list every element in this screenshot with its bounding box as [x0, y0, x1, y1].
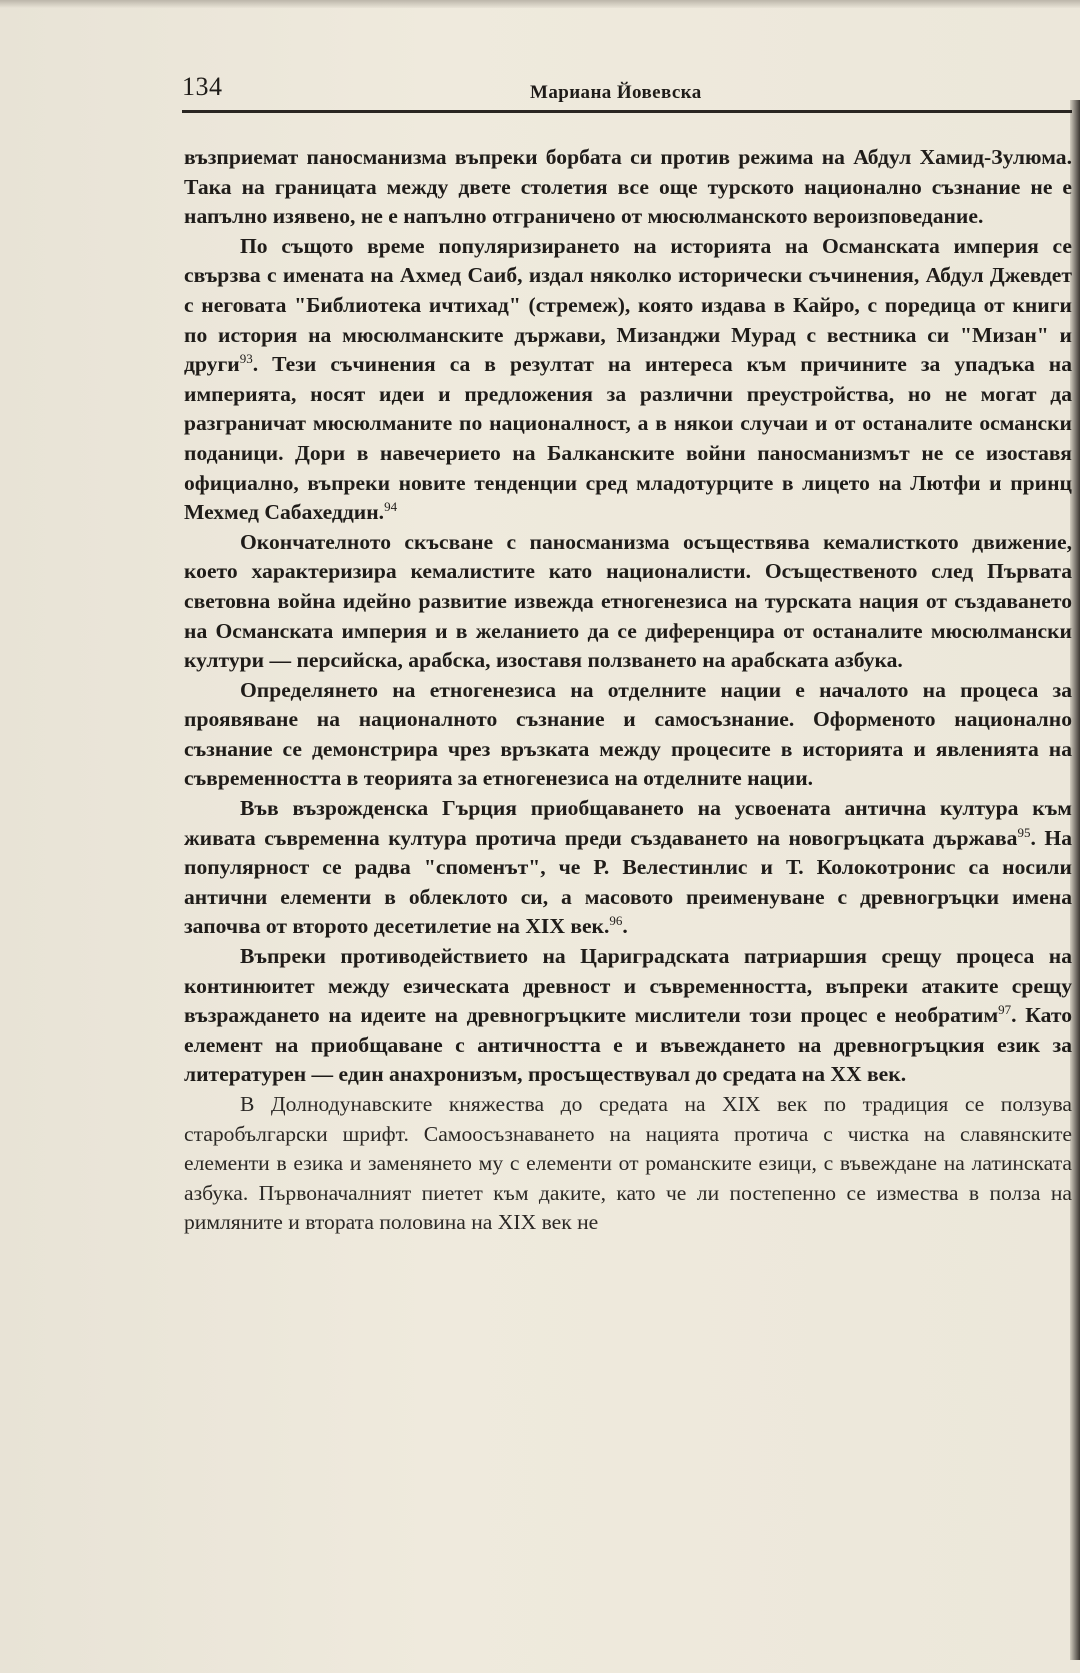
paragraph — [184, 676, 1072, 794]
paragraph — [184, 232, 1072, 528]
footnote-marker: 93 — [239, 350, 253, 366]
paragraph-text: По същото време популяризирането на историята на Османската империя се свързва с имената на Ахмед Саиб, издал няколко исторически съчинения, Абдул Джевдет с неговата "Библиотека ичтихад" (стремеж), която издава в Кайро, с поредица от книги по история на мюсюлманските държави, Мизанджи Мурад с вестника си "Мизан" и други — [184, 233, 1072, 377]
paragraph-text: Въпреки противодействието на Цариградската патриаршия срещу процеса на континюитет между езическата древност и съвременността, въпреки атаките срещу възраждането на идеите на древногръцките мислители този процес е необратим — [184, 944, 1072, 1028]
paragraph-text: Окончателното скъсване с паносманизма осъществява кемалисткото движение, което характеризира кемалистите като националисти. Осъщественото след Първата световна война идейно развитие извежда етногенезиса на турската нация от създаването на Османската империя и в желанието да се диференцира от останалите мюсюлмански култури — персийска, арабска, изоставя ползването на арабската азбука. — [184, 529, 1072, 673]
body-text — [184, 143, 1072, 1238]
paragraph-text: В Долнодунавските княжества до средата на XIX век по традиция се ползува старобългарски шрифт. Самоосъзнаването на нацията протича с чистка на славянските елементи в езика и заменянето му с елементи от романските езици, с въвеждане на латинската азбука. Първоначалният пиетет към даките, като че ли постепенно се измества в полза на римляните и втората половина на XIX век не — [184, 1092, 1072, 1235]
paragraph-text: възприемат паносманизма въпреки борбата си против режима на Абдул Хамид-Зулюма. Така на границата между двете столетия все още турското национално съзнание не е напълно изявено, не е напълно отграничено от мюсюлманското вероизповедание. — [184, 145, 1072, 229]
paragraph — [184, 942, 1072, 1090]
header-rule — [182, 110, 1072, 113]
footnote-marker: 96 — [609, 913, 623, 929]
paragraph — [184, 794, 1072, 942]
paragraph-text: . — [622, 914, 628, 939]
paragraph — [184, 528, 1072, 676]
running-header — [182, 68, 1072, 112]
paragraph — [184, 143, 1072, 232]
running-author: Мариана Йовевска — [530, 82, 702, 103]
paragraph — [184, 1090, 1072, 1238]
footnote-marker: 97 — [998, 1002, 1012, 1018]
footnote-marker: 95 — [1017, 824, 1031, 840]
paragraph-text: Във възрожденска Гърция приобщаването на усвоената антична култура към живата съвременна култура протича преди създаването на новогръцката държава — [184, 796, 1072, 850]
paragraph-text: . На популярност се радва "споменът", че Р. Велестинлис и Т. Колокотронис са носили антични елементи в облеклото си, а масовото преименуване с древногръцки имена започва от второто десетилетие на XIX век. — [184, 825, 1072, 939]
paragraph-text: . Тези съчинения са в резултат на интереса към причините за упадъка на империята, носят идеи и предложения за различни преустройства, но не могат да разграничат мюсюлманите по националност, а в някои случаи и от останалите османски поданици. Дори в навечерието на Балканските войни паносманизмът не се изоставя официално, въпреки новите тенденции сред младотурците в лицето на Лютфи и принц Мехмед Сабахеддин. — [184, 352, 1072, 525]
page-top-shadow — [0, 0, 1080, 8]
page-number: 134 — [182, 72, 223, 101]
paragraph-text: Определянето на етногенезиса на отделните нации е началото на процеса за проявяване на националното съзнание и самосъзнание. Оформеното национално съзнание се демонстрира чрез връзката между процесите в историята и явленията на съвременността в теорията за етногенезиса на отделните нации. — [184, 677, 1072, 791]
paragraph-text: . Като елемент на приобщаване с античността е и въвеждането на древногръцкия език за литературен — един анахронизъм, просъществувал до средата на XX век. — [184, 1003, 1072, 1087]
footnote-marker: 94 — [384, 498, 398, 514]
